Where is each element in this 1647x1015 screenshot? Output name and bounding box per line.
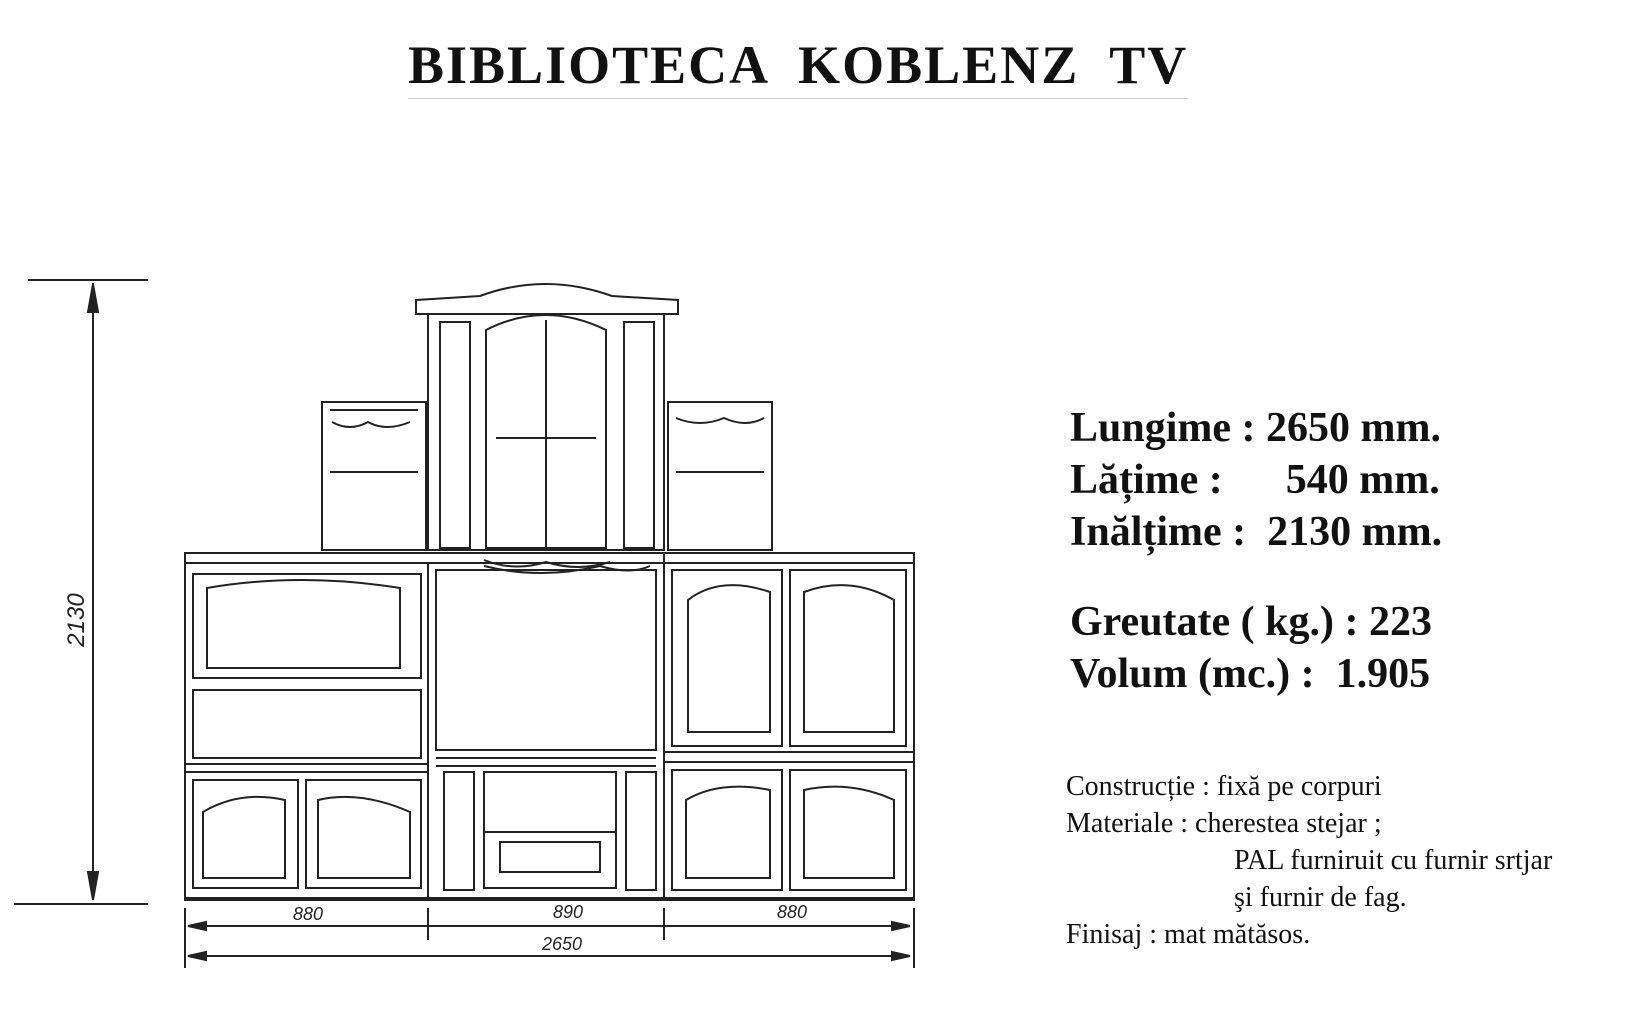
central-vitrine	[416, 284, 678, 567]
base-cabinets	[185, 553, 914, 900]
note-materials-beech: şi furnir de fag.	[1234, 882, 1407, 913]
document-title: BIBLIOTECA KOBLENZ TV	[408, 34, 1188, 99]
height-dimension	[14, 280, 148, 904]
right-width-label: 880	[776, 902, 808, 922]
spec-height: Inălțime : 2130 mm.	[1070, 509, 1443, 555]
middle-width-label: 890	[552, 902, 584, 922]
note-materials: Materiale : cherestea stejar ;	[1066, 808, 1382, 839]
spec-width: Lățime : 540 mm.	[1070, 457, 1440, 503]
total-width-label: 2650	[541, 934, 583, 954]
spec-weight: Greutate ( kg.) : 223	[1070, 599, 1432, 645]
spec-volume: Volum (mc.) : 1.905	[1070, 651, 1431, 697]
left-width-label: 880	[292, 904, 324, 924]
note-construction: Construcție : fixă pe corpuri	[1066, 771, 1382, 802]
spec-length: Lungime : 2650 mm.	[1070, 405, 1441, 451]
height-dimension-label: 2130	[63, 593, 90, 647]
note-finish: Finisaj : mat mătăsos.	[1066, 919, 1311, 950]
specifications-panel	[1070, 402, 1442, 700]
note-materials-veneer: PAL furniruit cu furnir srtjar	[1234, 845, 1553, 876]
notes-panel	[1066, 768, 1552, 953]
